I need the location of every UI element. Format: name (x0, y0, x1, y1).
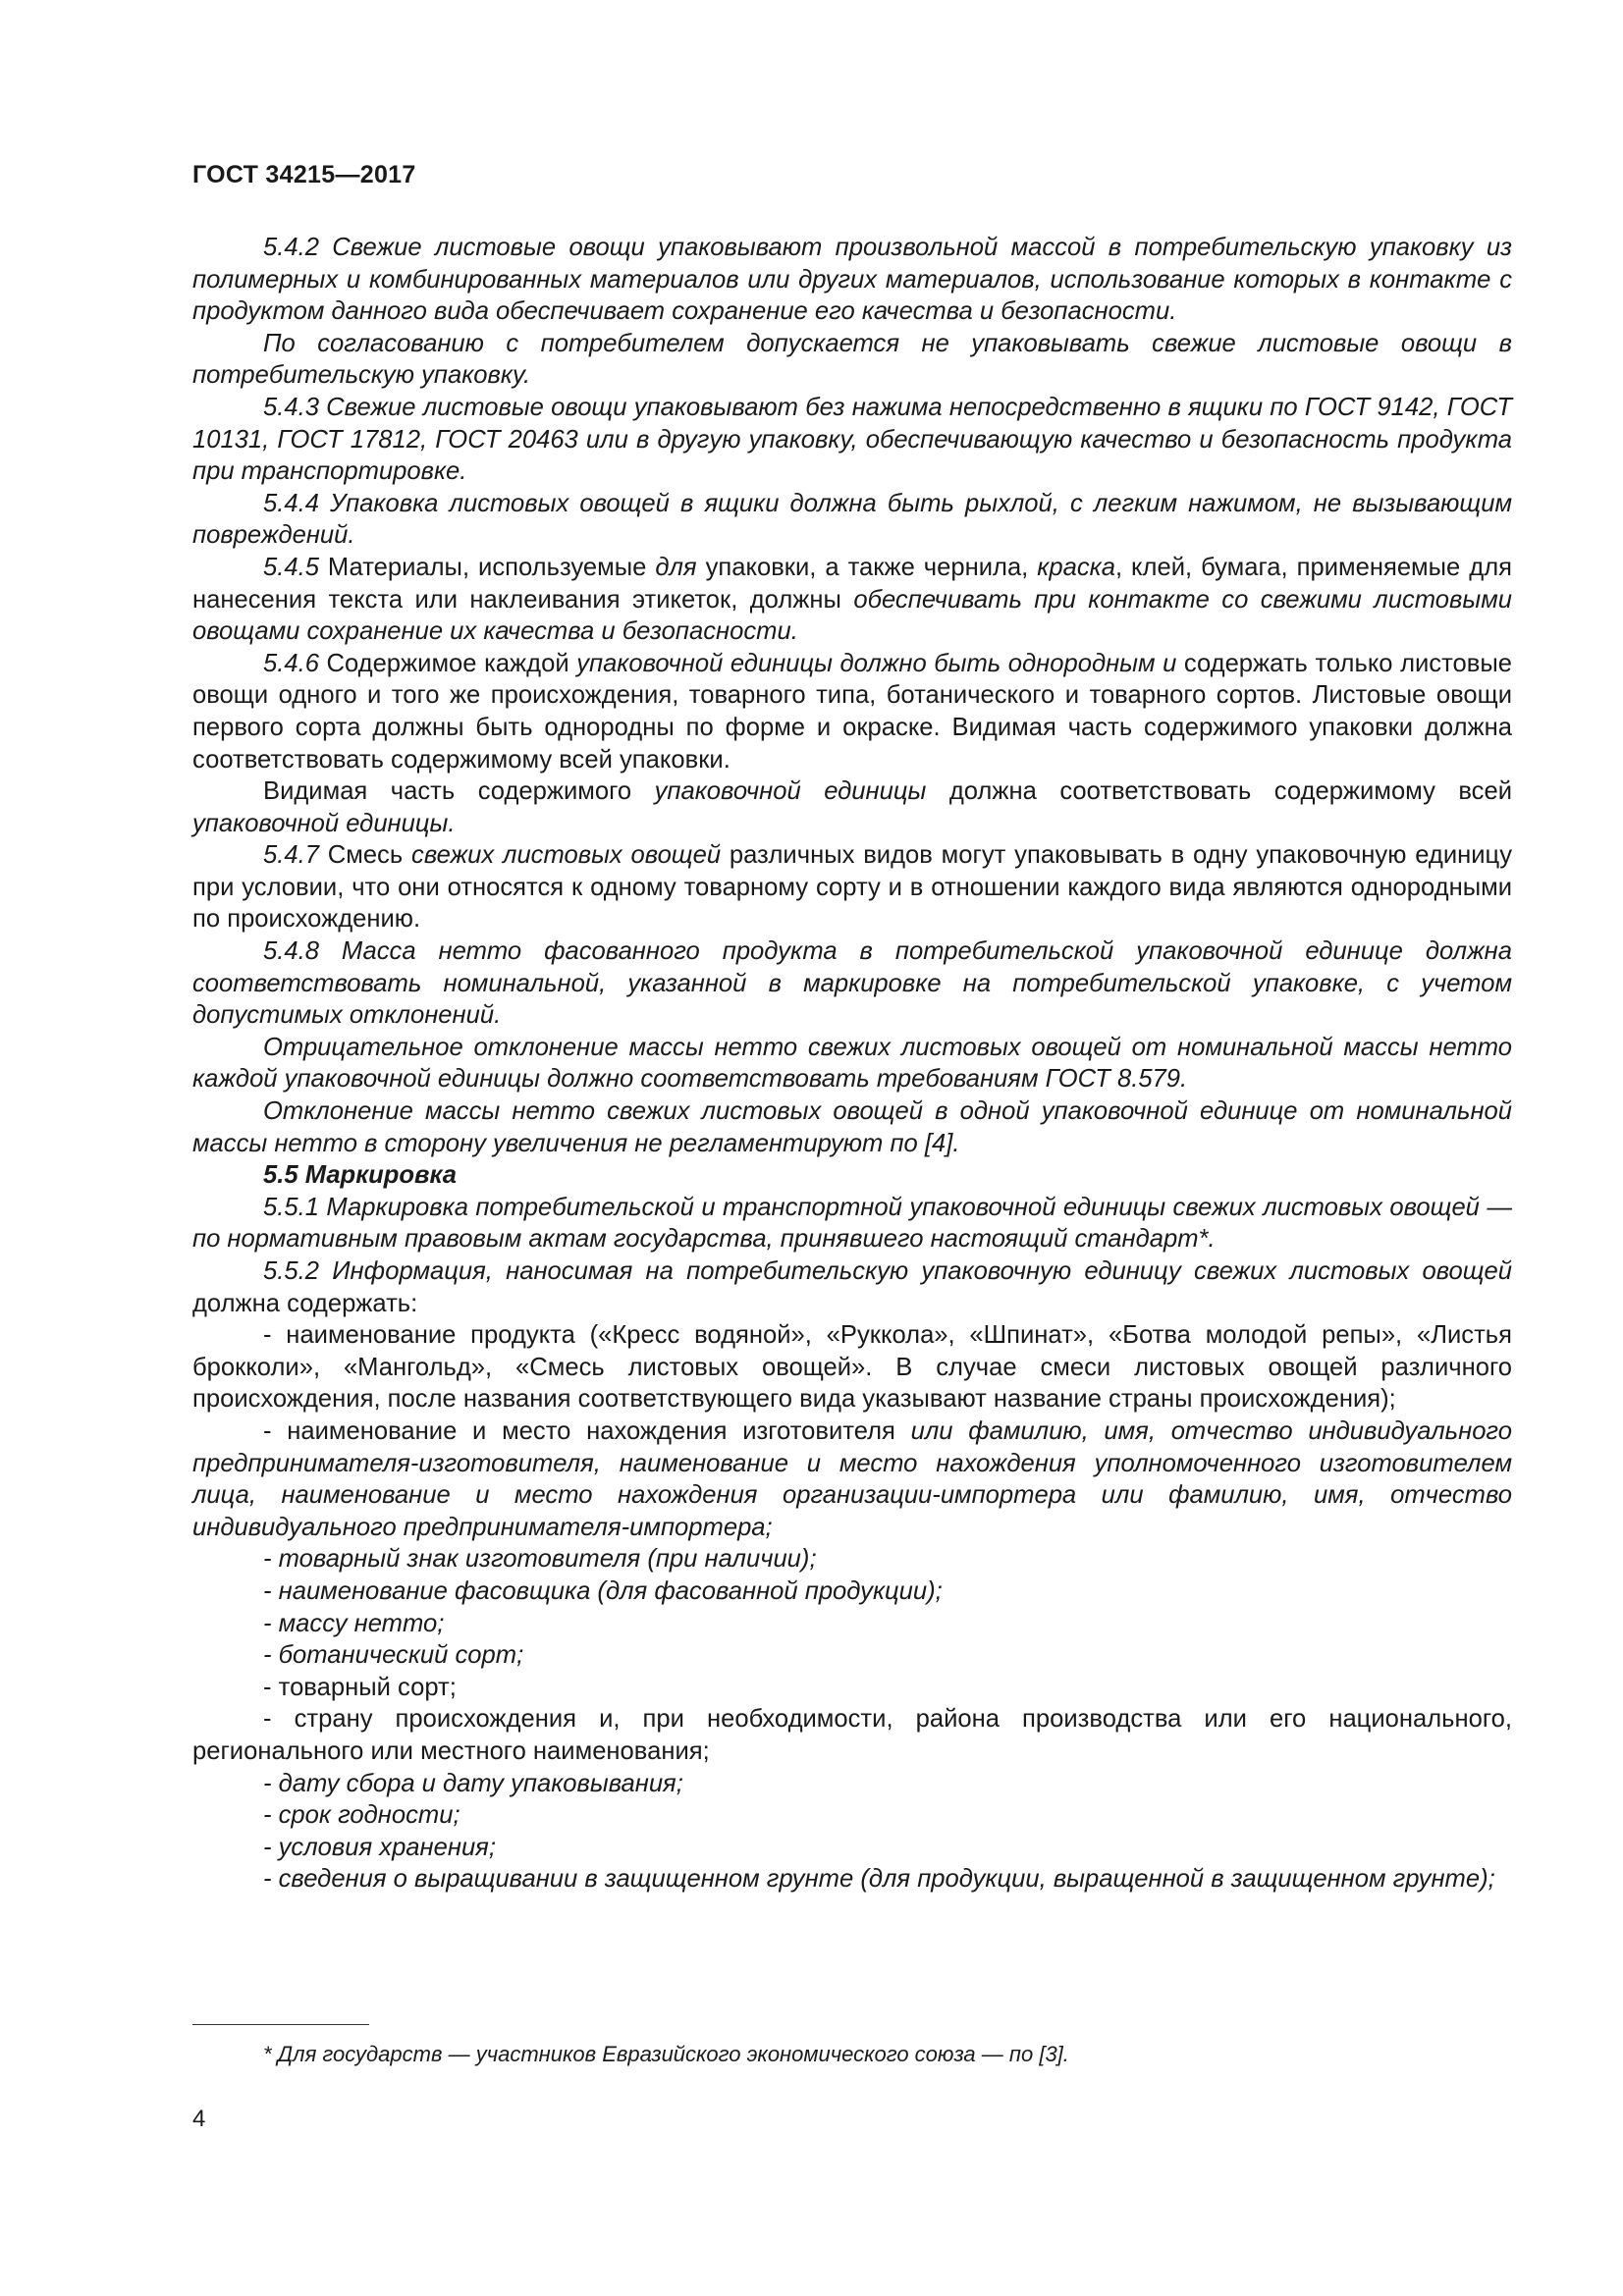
footnote-divider (192, 2024, 369, 2025)
text-segment: Смесь (318, 841, 412, 870)
text-segment: 5.4.8 Масса нетто фасованного продукта в потребительской упаковочной единице должна соответствовать номинальной, указанной в маркировке на потребительской упаковке, с учетом допустимых отклонений. (192, 937, 1512, 1030)
paragraph (192, 488, 1512, 552)
paragraph (192, 1768, 1512, 1800)
text-segment: 5.5.2 Информация, наносимая на потребительскую упаковочную единицу свежих листовых овощей (263, 1257, 1512, 1285)
text-segment: 5.4.7 (263, 841, 319, 870)
text-segment: 5.4.3 Свежие листовые овощи упаковывают без нажима непосредственно в ящики по ГОСТ 9142, ГОСТ 10131, ГОСТ 17812, ГОСТ 20463 или в другую упаковку, обеспечивающую качество и безопасность продукта при транспортировке. (192, 393, 1512, 486)
text-segment: - сведения о выращивании в защищенном грунте (для продукции, выращенной в защищенном грунте); (263, 1865, 1495, 1894)
text-segment: упаковочной единицы должно быть однородным и (576, 649, 1177, 677)
paragraph (192, 1543, 1512, 1575)
text-segment: Содержимое каждой (318, 649, 577, 677)
text-segment: - срок годности; (263, 1801, 460, 1830)
paragraph (192, 1319, 1512, 1415)
paragraph (192, 1415, 1512, 1543)
text-segment: - товарный знак изготовителя (при наличии); (263, 1545, 817, 1574)
text-segment: 5.4.2 Свежие листовые овощи упаковывают произвольной массой в потребительскую упаковку из полимерных и комбинированных материалов или других материалов, использование которых в контакте с продуктом данного вида обеспечивает сохранение его качества и безопасности. (192, 234, 1512, 326)
paragraph (192, 328, 1512, 392)
text-segment: Отрицательное отклонение массы нетто свежих листовых овощей от номинальной массы нетто каждой упаковочной единицы должно соответствовать требованиям ГОСТ 8.579. (192, 1033, 1512, 1094)
paragraph (192, 1575, 1512, 1608)
paragraph (192, 1832, 1512, 1864)
text-segment: Видимая часть содержимого (263, 777, 655, 806)
paragraph (192, 1799, 1512, 1832)
paragraph (192, 1032, 1512, 1095)
paragraph (192, 935, 1512, 1032)
text-segment: содержать только листовые овощи одного и того же происхождения, товарного типа, ботанического и товарного сортов. Листовые овощи первого сорта должны быть однородны по форме и окраске. Видимая часть содержимого упаковки должна соответствовать содержимому всей упаковки. (192, 649, 1512, 774)
text-segment: обеспечивать при контакте со свежими листовыми овощами сохранение их качества и безопасности. (192, 585, 1512, 646)
paragraph (192, 1672, 1512, 1704)
paragraph (192, 775, 1512, 839)
paragraph (192, 1608, 1512, 1640)
paragraph (192, 392, 1512, 488)
paragraph (192, 232, 1512, 328)
paragraph (192, 1639, 1512, 1672)
paragraph (192, 552, 1512, 648)
text-segment: Отклонение массы нетто свежих листовых овощей в одной упаковочной единице от номинальной массы нетто в сторону увеличения не регламентируют по [4]. (192, 1097, 1512, 1157)
text-segment: , клей, бумага, применяемые для нанесения текста или наклеивания этикеток, должны (192, 553, 1512, 614)
text-segment: - страну происхождения и, при необходимости, района производства или его национального, регионального или местного наименования; (192, 1705, 1512, 1765)
text-segment: упаковочной единицы (654, 777, 927, 806)
text-segment: По согласованию с потребителем допускается не упаковывать свежие листовые овощи в потребительскую упаковку. (192, 329, 1512, 390)
paragraph (192, 648, 1512, 775)
text-segment: для (655, 553, 697, 581)
text-segment: 5.5.1 Маркировка потребительской и транспортной упаковочной единицы свежих листовых овощей — по нормативным правовым актам государства, принявшего настоящий стандарт*. (192, 1193, 1512, 1254)
text-segment: - дату сбора и дату упаковывания; (263, 1769, 683, 1797)
text-segment: различных видов могут упаковывать в одну упаковочную единицу при условии, что они относятся к одному товарному сорту и в отношении каждого вида являются однородными по происхождению. (192, 841, 1513, 934)
standard-header: ГОСТ 34215—2017 (192, 161, 416, 188)
paragraph (192, 1095, 1512, 1159)
document-body (192, 232, 1512, 1896)
text-segment: - товарный сорт; (263, 1673, 457, 1701)
text-segment: - наименование продукта («Кресс водяной», «Руккола», «Шпинат», «Ботва молодой репы», «Листья брокколи», «Мангольд», «Смесь листовых овощей». В случае смеси листовых овощей различного происхождения, после названия соответствующего вида указывают название страны происхождения); (192, 1321, 1512, 1414)
text-segment: - наименование и место нахождения изготовителя (263, 1416, 911, 1445)
text-segment: 5.4.6 (263, 649, 319, 677)
text-segment: упаковочной единицы. (192, 809, 456, 837)
text-segment: - массу нетто; (263, 1609, 445, 1637)
text-segment: 5.4.4 Упаковка листовых овощей в ящики должна быть рыхлой, с легким нажимом, не вызывающим повреждений. (192, 489, 1512, 550)
text-segment: краска (1037, 553, 1115, 581)
text-segment: - условия хранения; (263, 1833, 496, 1861)
text-segment: свежих листовых овощей (411, 841, 722, 870)
text-segment: 5.4.5 (263, 553, 319, 581)
text-segment: 5.5 Маркировка (263, 1161, 458, 1190)
page-number: 4 (192, 2106, 206, 2132)
text-segment: - ботанический сорт; (263, 1641, 524, 1670)
text-segment: упаковки, а также чернила, (696, 553, 1038, 581)
paragraph (192, 839, 1512, 935)
paragraph (192, 1255, 1512, 1319)
text-segment: или фамилию, имя, отчество индивидуального предпринимателя-изготовителя, наименование и место нахождения уполномоченного изготовителем лица, наименование и место нахождения организации-импортера или фамилию, имя, отчество индивидуального предпринимателя-импортера; (192, 1416, 1512, 1541)
text-segment: должна содержать: (192, 1289, 418, 1317)
footnote: * Для государств — участников Евразийского экономического союза — по [3]. (263, 2042, 1069, 2066)
text-segment: - наименование фасовщика (для фасованной продукции); (263, 1576, 943, 1605)
paragraph (192, 1863, 1512, 1896)
section-heading (192, 1159, 1512, 1192)
paragraph (192, 1192, 1512, 1255)
text-segment: Материалы, используемые (318, 553, 656, 581)
text-segment: должна соответствовать содержимому всей (926, 777, 1512, 806)
paragraph (192, 1703, 1512, 1767)
